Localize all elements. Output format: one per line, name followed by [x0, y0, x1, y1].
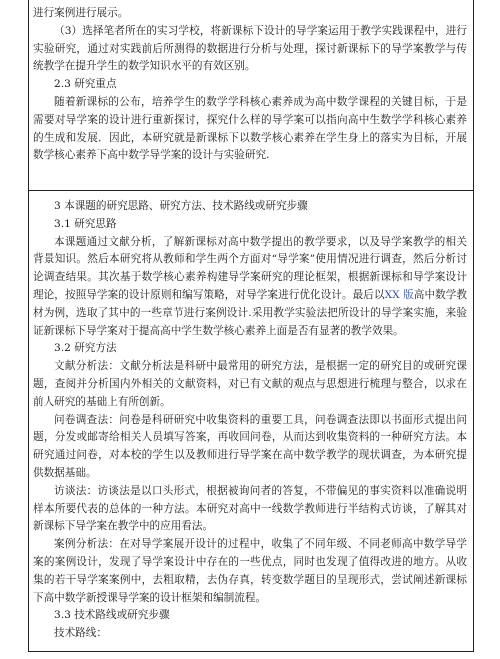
paragraph-research-focus: 随着新课标的公布，培养学生的数学学科核心素养成为高中数学课程的关键目标，于是需要对导学案的设计进行重新探讨，探究什么样的导学案可以指向高中生数学学科核心素养的生成和发展．因此，本研究就是新课标下以数学核心素养在学生身上的落实为目标，开展数学核心素养下高中数学导学案的设计与实验研究. [33, 95, 467, 162]
heading-3-3: 3.3 技术路线或研究步骤 [54, 609, 170, 622]
paragraph-interview: 访谈法：访谈法是以口头形式，根据被询问者的答复，不带偏见的事实资料以准确说明样本所要代表的总体的一种方法。本研究对高中一线数学教师进行半结构式访谈，了解其对新课标下导学案在教学中的应用看法。 [33, 484, 467, 533]
paragraph-questionnaire: 问卷调查法：问卷是科研研究中收集资料的重要工具，问卷调查法即以书面形式提出问题，分发或邮寄给相关人员填写答案，再收回问卷，从而达到收集资料的一种研究方法。本研究通过问卷，对本校的学生以及教师进行导学案在高中数学教学的现状调查，为本研究提供数据基础。 [33, 413, 467, 479]
paragraph-research-idea [33, 234, 467, 341]
heading-3: 3 本课题的研究思路、研究方法、技术路线或研究步骤 [54, 200, 308, 212]
paragraph-case-analysis: 案例分析法：在对导学案展开设计的过程中，收集了不同年级、不同老师高中数学导学案的案例设计，发现了导学案设计中存在的一些优点，同时也发现了值得改进的地方。从收集的若干导学案案例中，去粗取精，去伪存真，转变数学题目的呈现形式，尝试阐述新课标下高中数学新授课导学案的设计框架和编制流程。 [33, 538, 467, 604]
research-idea-text-a: 本课题通过文献分析，了解新课标对高中数学提出的教学要求，以及导学案教学的相关背景知识。然后本研究将从教师和学生两个方面对“导学案”使用情况进行调查，然后分析讨论调查结果。其次基于数学核心素养构建导学案研究的理论框架，根据新课标和导学案设计理论，按照导学案的设计原则和编写策略，对导学案进行优化设计。最后以 [33, 235, 467, 301]
paragraph-technical-route: 技术路线： [54, 627, 107, 640]
heading-3-2: 3.2 研究方法 [54, 342, 117, 355]
paragraph-literature-analysis: 文献分析法：文献分析法是科研中最常用的研究方法，是根据一定的研究目的或研究课题，查阅并分析国内外相关的文献资料，对已有文献的观点与思想进行梳理与整合，以求在前人研究的基础上有所创新。 [33, 360, 467, 408]
heading-2-3: 2.3 研究重点 [54, 78, 117, 91]
section-research-approach [33, 198, 467, 643]
heading-3-1: 3.1 研究思路 [54, 217, 117, 230]
research-idea-text-b: 高中数学教材为例，选取了其中的一些章节进行案例设计.采用教学实验法把所设计的导学案实施，来验证新课标下导学案对于提高高中学生数学核心素养上面是否有显著的教学效果。 [33, 288, 468, 337]
textbook-edition-highlight: XX 版 [384, 288, 414, 301]
paragraph-method-3: （3）选择笔者所在的实习学校，将新课标下设计的导学案运用于教学实践课程中，进行实验研究，通过对实践前后所测得的数据进行分析与处理，探讨新课标下的导学案教学与传统教学在提升学生的数学知识水平的有效区别。 [33, 24, 467, 73]
section-research-content [33, 5, 467, 165]
cell-divider [29, 190, 473, 191]
paragraph-continuation: 进行案例进行展示。 [33, 7, 129, 19]
